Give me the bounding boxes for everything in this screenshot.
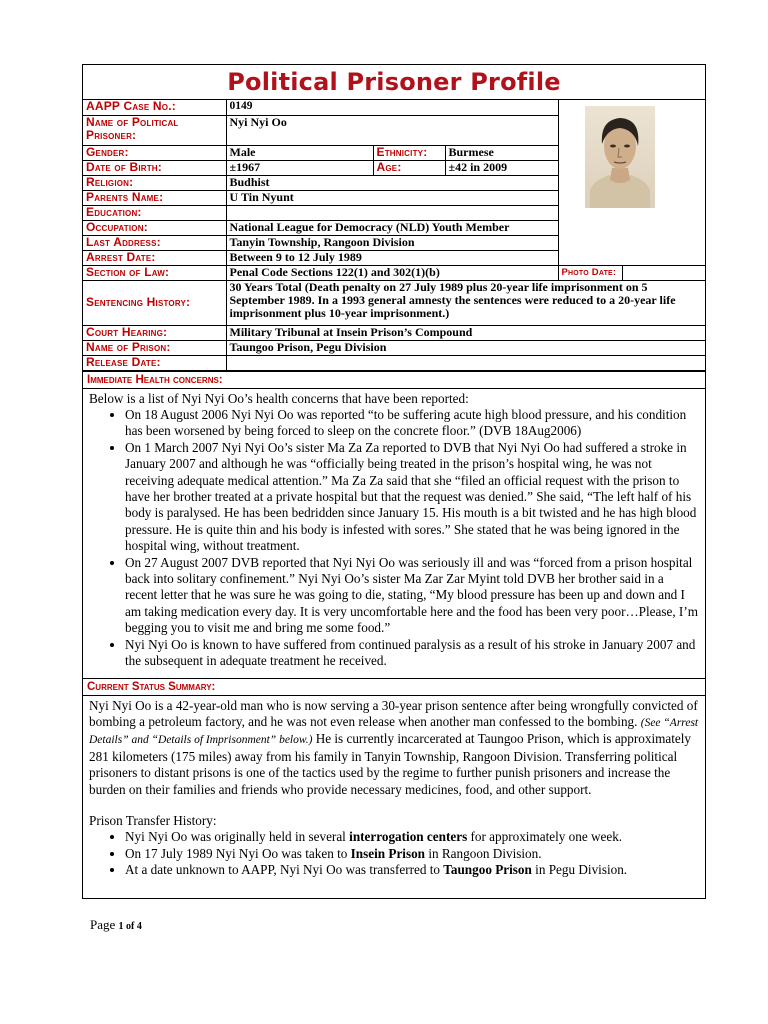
- status-section: [83, 695, 705, 898]
- page-footer: [90, 917, 142, 933]
- dob-value: ±1967: [226, 160, 373, 175]
- release-label: Release Date:: [83, 355, 226, 370]
- status-note: (See “Arrest Details” and “Details of Imprisonment” below.): [89, 716, 699, 747]
- health-item: • On 18 August 2006 Nyi Nyi Oo was reported “to be suffering acute high blood pressure, and his condition has been worsened by being forced to sleep on the concrete floor.” (DVB 18Aug2006): [125, 407, 699, 440]
- education-value: [226, 205, 558, 220]
- prisoner-photo: [585, 106, 655, 208]
- health-item: • On 1 March 2007 Nyi Nyi Oo’s sister Ma Za Za reported to DVB that Nyi Nyi Oo had suffered a stroke in January 2007 and although he was “officially being treated in the prison’s hospital wing, he was not receiving adequate medical attention.” Ma Za Za said that she “filed an official request with the prison to have her brother treated at a private hospital but that the request was denied.” She said, “The left half of his body is paralysed. He has been bedridden since January 15. His mouth is a bit twisted and he has high blood pressure. He is quite thin and his body is infested with sores.” She stated that he was being ignored in the hospital wing, without treatment.: [125, 440, 699, 555]
- page-word: Page: [90, 917, 116, 932]
- transfer-title: Prison Transfer History:: [89, 812, 217, 828]
- section-of-law-label: Section of Law:: [83, 265, 226, 280]
- gender-value: Male: [226, 145, 373, 160]
- status-text-2: He is currently incarcerated at Taungoo Prison, which is approximately 281 kilometers (175 miles) away from his family in Tanyin Township, Rangoon Division. Transferring political prisoners to distant prisons is one of the tactics used by the regime to further punish prisoners and increase the burden on their families and friends who provide necessary medicines, food, and other support.: [89, 731, 691, 797]
- profile-frame: [82, 64, 706, 899]
- page-title: Political Prisoner Profile: [83, 65, 705, 100]
- status-text-1: Nyi Nyi Oo is a 42-year-old man who is now serving a 30-year prison sentence after being wrongfully convicted of bombing a petroleum factory, and he was not even release when another man confessed to the bombing.: [89, 697, 698, 729]
- health-list: [89, 407, 699, 670]
- ethnicity-value: Burmese: [445, 145, 558, 160]
- name-value: Nyi Nyi Oo: [226, 115, 558, 145]
- section-of-law-value: Penal Code Sections 122(1) and 302(1)(b): [226, 265, 558, 280]
- dob-label: Date of Birth:: [83, 160, 226, 175]
- education-label: Education:: [83, 205, 226, 220]
- health-intro: Below is a list of Nyi Nyi Oo’s health concerns that have been reported:: [89, 390, 469, 406]
- transfer-item: • Nyi Nyi Oo was originally held in several interrogation centers for approximately one week.: [125, 829, 699, 845]
- occupation-value: National League for Democracy (NLD) Youth Member: [226, 220, 558, 235]
- court-value: Military Tribunal at Insein Prison’s Compound: [226, 325, 705, 340]
- profile-info-table: [83, 100, 705, 371]
- age-value: ±42 in 2009: [445, 160, 558, 175]
- ethnicity-label: Ethnicity:: [373, 145, 445, 160]
- case-no-label: AAPP Case No.:: [83, 100, 226, 115]
- religion-label: Religion:: [83, 175, 226, 190]
- parents-label: Parents Name:: [83, 190, 226, 205]
- photo-date-value: [622, 265, 705, 280]
- sentencing-label: Sentencing History:: [83, 280, 226, 325]
- transfer-item: • At a date unknown to AAPP, Nyi Nyi Oo was transferred to Taungoo Prison in Pegu Division.: [125, 862, 699, 878]
- sentencing-value: 30 Years Total (Death penalty on 27 July 1989 plus 20-year life imprisonment on 5 September 1989. In a 1993 general amnesty the sentences were reduced to a 20-year life imprisonment plus 10-year imprisonment.): [226, 280, 705, 325]
- prison-value: Taungoo Prison, Pegu Division: [226, 340, 705, 355]
- last-address-value: Tanyin Township, Rangoon Division: [226, 235, 558, 250]
- prison-label: Name of Prison:: [83, 340, 226, 355]
- health-section: [83, 388, 705, 678]
- release-value: [226, 355, 705, 370]
- religion-value: Budhist: [226, 175, 558, 190]
- health-item: • Nyi Nyi Oo is known to have suffered from continued paralysis as a result of his stroke in January 2007 and the subsequent in adequate treatment he received.: [125, 637, 699, 670]
- profile-page: [82, 64, 706, 899]
- health-item: • On 27 August 2007 DVB reported that Nyi Nyi Oo was seriously ill and was “forced from a prison hospital back into solitary confinement.” Nyi Nyi Oo’s sister Ma Zar Zar Myint told DVB her brother said in a recent letter that he was sure he was going to die, stating, “My blood pressure has been up and down and I am taking medication every day. It is very uncomfortable here and the food has been very poor…Please, I’m begging you to visit me and bring me some food.”: [125, 555, 699, 637]
- status-summary: [89, 698, 699, 798]
- transfer-item: • On 17 July 1989 Nyi Nyi Oo was taken to Insein Prison in Rangoon Division.: [125, 846, 699, 862]
- arrest-date-label: Arrest Date:: [83, 250, 226, 265]
- case-no-value: 0149: [226, 100, 558, 115]
- last-address-label: Last Address:: [83, 235, 226, 250]
- transfer-list: [89, 829, 699, 878]
- court-label: Court Hearing:: [83, 325, 226, 340]
- parents-value: U Tin Nyunt: [226, 190, 558, 205]
- occupation-label: Occupation:: [83, 220, 226, 235]
- name-label: Name of Political Prisoner:: [83, 115, 226, 145]
- page-number: 1 of 4: [118, 921, 142, 932]
- gender-label: Gender:: [83, 145, 226, 160]
- status-header: Current Status Summary:: [83, 678, 705, 695]
- health-header: Immediate Health concerns:: [83, 371, 705, 388]
- arrest-date-value: Between 9 to 12 July 1989: [226, 250, 558, 265]
- photo-cell: [558, 100, 705, 265]
- photo-date-label: Photo Date:: [558, 265, 622, 280]
- age-label: Age:: [373, 160, 445, 175]
